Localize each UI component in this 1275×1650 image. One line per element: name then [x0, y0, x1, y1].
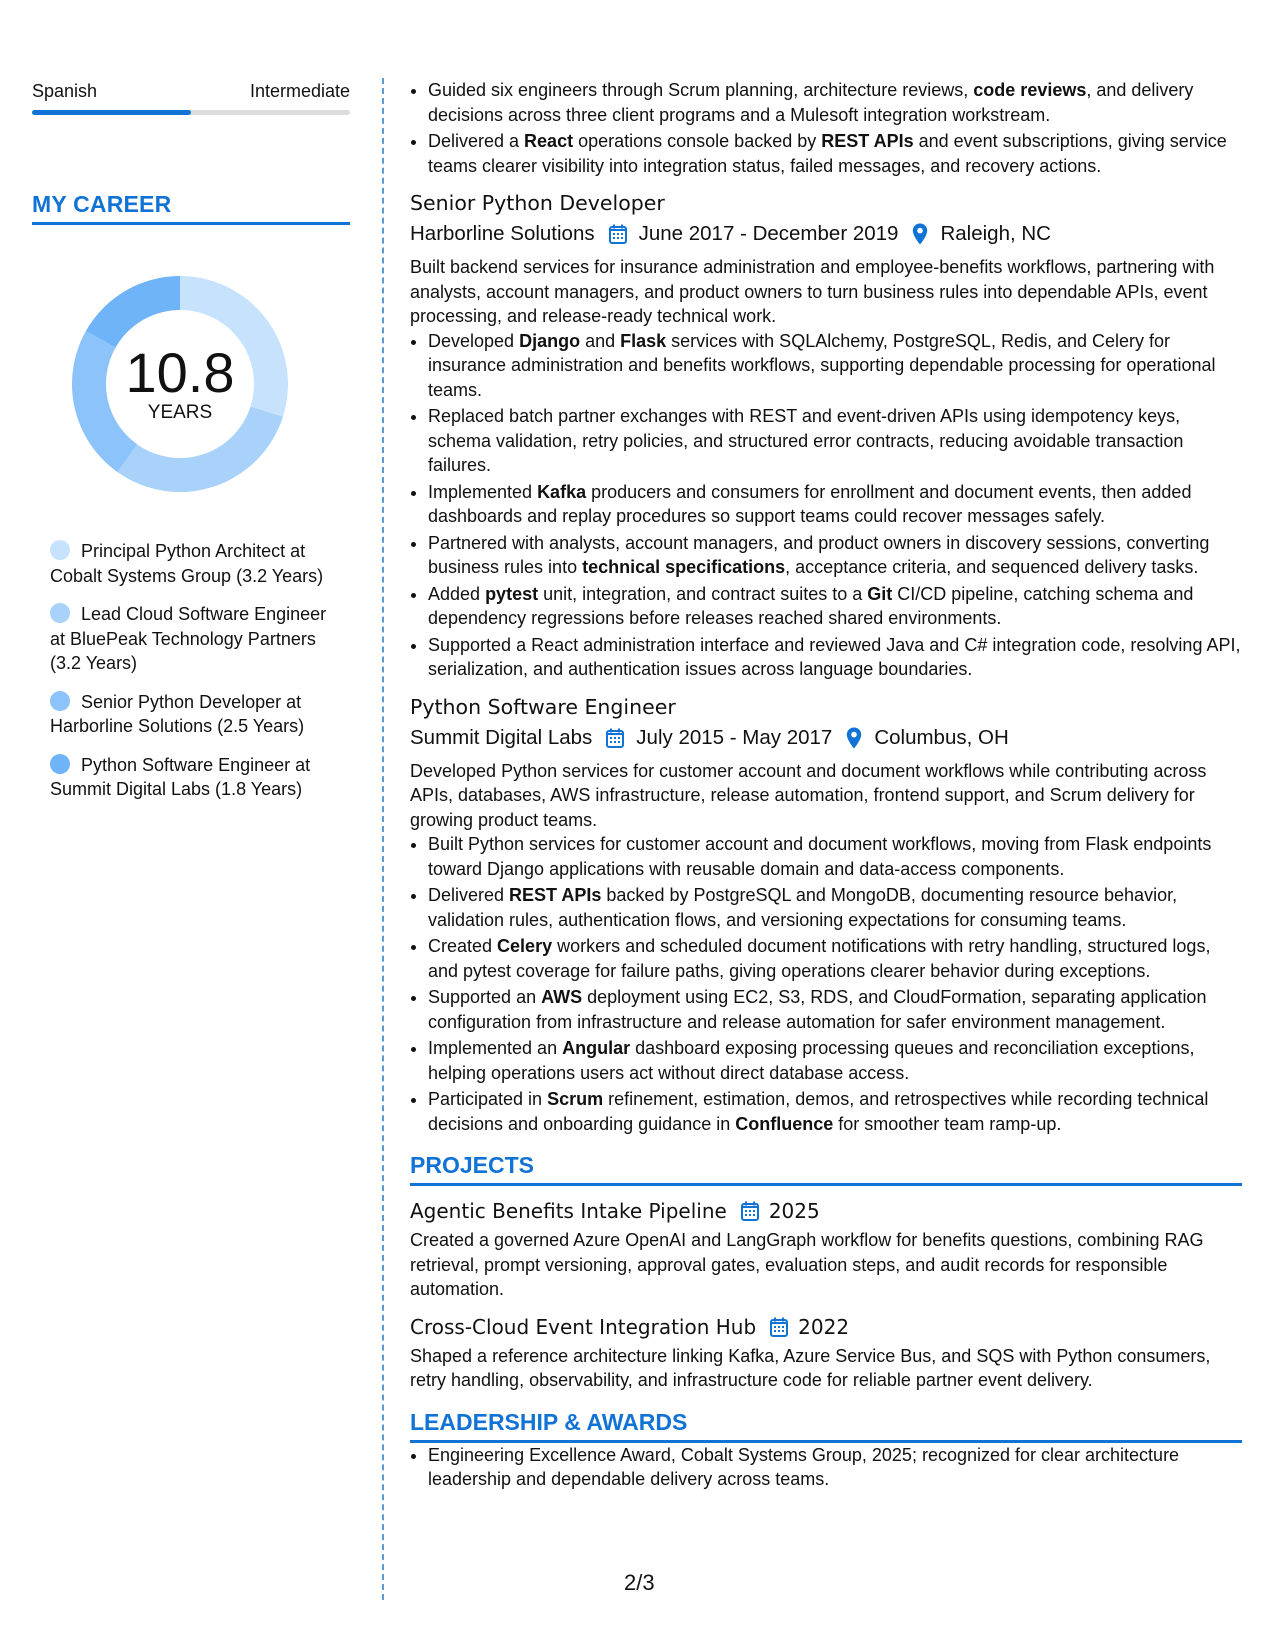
- bold-keyword: REST APIs: [509, 885, 602, 905]
- bold-keyword: AWS: [541, 987, 583, 1007]
- job-entry: [410, 692, 1242, 1137]
- bullet-text: CI/CD pipeline, catching schema and dependency regressions before releases reached shared environments.: [428, 583, 1194, 628]
- bold-keyword: Flask: [620, 330, 667, 351]
- bold-keyword: Git: [867, 583, 893, 604]
- projects-list: [410, 1196, 1242, 1393]
- job-dates: June 2017 - December 2019: [638, 222, 899, 245]
- calendar-icon: [741, 1201, 759, 1221]
- bullet-item: [428, 531, 1242, 580]
- column-divider: [382, 78, 384, 1600]
- bullet-item: [428, 78, 1242, 127]
- bold-keyword: REST APIs: [821, 131, 914, 151]
- bold-keyword: React: [524, 131, 574, 151]
- bullet-text: Delivered: [428, 885, 510, 905]
- company-name: Summit Digital Labs: [410, 725, 593, 749]
- page-number: 2/3: [624, 1570, 655, 1595]
- bullet-text: , and delivery decisions across three client programs and a Mulesoft integration workstream.: [428, 80, 1194, 125]
- bullet-text: unit, integration, and contract suites to a: [538, 583, 868, 604]
- bullet-text: , acceptance criteria, and sequenced delivery tasks.: [785, 557, 1199, 577]
- bold-keyword: Confluence: [735, 1113, 834, 1134]
- legend-dot-icon: [50, 691, 70, 711]
- bullet-text: and event subscriptions, giving service teams clearer visibility into integration status, failed messages, and recovery actions.: [428, 131, 1227, 176]
- bullet-item: [428, 1036, 1242, 1085]
- bullet-item: [428, 329, 1242, 403]
- job-summary: Developed Python services for customer account and document workflows while contributing across APIs, databases, AWS infrastructure, release automation, frontend support, and Scrum delivery for growing product teams.: [410, 760, 1207, 830]
- project-year: 2022: [798, 1314, 850, 1339]
- bullet-text: operations console backed by: [573, 131, 822, 151]
- language-level: Intermediate: [249, 81, 350, 101]
- job-entry: [410, 188, 1242, 682]
- project-title-row: [410, 1196, 1242, 1226]
- career-item-label: Principal Python Architect at Cobalt Systems Group (3.2 Years): [50, 541, 324, 586]
- job-location: Raleigh, NC: [940, 222, 1051, 245]
- job-location: Columbus, OH: [874, 725, 1009, 749]
- bullet-text: Supported a React administration interface and reviewed Java and C# integration code, resolving API, serialization, and authentication issues across language boundaries.: [428, 634, 1241, 679]
- bullet-item: [428, 480, 1242, 529]
- career-list: [32, 539, 350, 802]
- calendar-icon: [606, 728, 624, 748]
- language-proficiency-fill: [32, 110, 191, 115]
- legend-dot-icon: [50, 540, 70, 560]
- career-years-donut: [65, 269, 295, 499]
- job-title: Python Software Engineer: [410, 694, 676, 719]
- job-bullets: [410, 832, 1242, 1136]
- continued-bullets: [410, 78, 1242, 178]
- bullet-text: Developed: [428, 330, 520, 351]
- project-entry: [410, 1312, 1242, 1393]
- career-item: [50, 753, 330, 802]
- bullet-text: and: [580, 330, 621, 351]
- career-item-label: Python Software Engineer at Summit Digital Labs (1.8 Years): [50, 754, 311, 799]
- bold-keyword: Kafka: [537, 481, 587, 502]
- bullet-text: Implemented: [428, 481, 538, 502]
- bold-keyword: Django: [519, 330, 581, 351]
- calendar-icon: [609, 224, 627, 244]
- projects-heading: PROJECTS: [410, 1150, 1242, 1186]
- bullet-item: [428, 633, 1242, 682]
- job-bullets: [410, 329, 1242, 682]
- job-meta: [410, 723, 1242, 753]
- bullet-item: [428, 934, 1242, 983]
- bullet-text: services with SQLAlchemy, PostgreSQL, Redis, and Celery for insurance administration and benefits workflows, supporting dependable processing for operational teams.: [428, 330, 1216, 400]
- experience-list: [410, 188, 1242, 1136]
- company-name: Harborline Solutions: [410, 222, 595, 245]
- bullet-text: workers and scheduled document notifications with retry handling, structured logs, and pytest coverage for failure paths, giving operations clearer behavior during exceptions.: [428, 936, 1211, 981]
- bullet-item: [428, 582, 1242, 631]
- bullet-text: Supported an: [428, 987, 542, 1007]
- career-item-label: Lead Cloud Software Engineer at BluePeak Technology Partners (3.2 Years): [50, 604, 327, 673]
- main-column: [410, 78, 1242, 1494]
- project-title: Cross-Cloud Event Integration Hub: [410, 1314, 757, 1339]
- language-row: [32, 78, 350, 104]
- bullet-text: Added: [428, 583, 486, 604]
- bullet-text: refinement, estimation, demos, and retrospectives while recording technical decisions and onboarding guidance in: [428, 1089, 1209, 1134]
- project-description: Shaped a reference architecture linking Kafka, Azure Service Bus, and SQS with Python consumers, retry handling, observability, and infrastructure code for reliable partner event delivery.: [410, 1345, 1211, 1390]
- career-item-label: Senior Python Developer at Harborline Solutions (2.5 Years): [50, 691, 305, 736]
- bullet-item: [428, 1087, 1242, 1136]
- bullet-item: [428, 985, 1242, 1034]
- bullet-text: Built Python services for customer account and document workflows, moving from Flask endpoints toward Django applications with reusable domain and data-access components.: [428, 834, 1212, 879]
- bullet-text: Created: [428, 936, 498, 956]
- job-summary: Built backend services for insurance administration and employee-benefits workflows, partnering with analysts, account managers, and product owners to turn business rules into dependable APIs, event processing, and release-ready technical work.: [410, 257, 1215, 326]
- bullet-text: Delivered a: [428, 131, 525, 151]
- bullet-text: dashboard exposing processing queues and reconciliation exceptions, helping operations users act without direct database access.: [428, 1038, 1195, 1083]
- map-pin-icon: [912, 223, 928, 245]
- bullet-item: [428, 404, 1242, 478]
- calendar-icon: [770, 1317, 788, 1337]
- job-dates: July 2015 - May 2017: [636, 725, 833, 749]
- bold-keyword: code reviews: [973, 80, 1087, 100]
- language-proficiency-bar: [32, 110, 350, 115]
- map-pin-icon: [846, 727, 862, 749]
- project-year: 2025: [768, 1199, 820, 1223]
- bullet-item: [428, 883, 1242, 932]
- project-title: Agentic Benefits Intake Pipeline: [410, 1199, 727, 1223]
- job-title: Senior Python Developer: [410, 191, 665, 215]
- bullet-text: Participated in: [428, 1089, 548, 1109]
- bullet-text: Replaced batch partner exchanges with REST and event-driven APIs using idempotency keys, schema validation, retry policies, and structured error contracts, reducing avoidable transaction failures.: [428, 406, 1184, 475]
- legend-dot-icon: [50, 754, 70, 774]
- language-name: Spanish: [32, 81, 98, 101]
- career-item: [50, 602, 330, 676]
- career-item: [50, 690, 330, 739]
- job-meta: [410, 219, 1242, 249]
- bullet-text: Implemented an: [428, 1038, 563, 1058]
- bullet-item: [428, 129, 1242, 178]
- total-years-value: 10.8: [125, 341, 235, 404]
- bullet-text: Partnered with analysts, account managers, and product owners in discovery sessions, converting business rules into: [428, 532, 1210, 577]
- awards-list: [410, 1443, 1242, 1492]
- project-description: Created a governed Azure OpenAI and LangGraph workflow for benefits questions, combining RAG retrieval, prompt versioning, approval gates, evaluation steps, and audit records for responsible automation.: [410, 1230, 1204, 1299]
- legend-dot-icon: [50, 603, 70, 623]
- career-heading: MY CAREER: [32, 189, 350, 225]
- bullet-text: Guided six engineers through Scrum planning, architecture reviews,: [428, 80, 974, 100]
- bullet-text: for smoother team ramp-up.: [833, 1113, 1062, 1134]
- bold-keyword: Scrum: [547, 1089, 604, 1109]
- bullet-text: deployment using EC2, S3, RDS, and CloudFormation, separating application configuration from infrastructure and release automation for safer environment management.: [428, 987, 1207, 1032]
- career-item: [50, 539, 330, 588]
- donut-center: [65, 269, 295, 499]
- bullet-item: [428, 832, 1242, 881]
- leadership-heading: LEADERSHIP & AWARDS: [410, 1407, 1242, 1443]
- bullet-text: producers and consumers for enrollment and document events, then added dashboards and replay procedures so support teams could recover messages safely.: [428, 481, 1192, 526]
- total-years-unit: YEARS: [147, 402, 213, 423]
- award-item: • Engineering Excellence Award, Cobalt Systems Group, 2025; recognized for clear architecture leadership and dependable delivery across teams.: [428, 1443, 1242, 1492]
- bullet-text: backed by PostgreSQL and MongoDB, documenting resource behavior, validation rules, authentication flows, and versioning expectations for consuming teams.: [428, 885, 1178, 930]
- project-entry: [410, 1196, 1242, 1302]
- bold-keyword: pytest: [485, 583, 539, 604]
- bold-keyword: Angular: [562, 1038, 631, 1058]
- bold-keyword: technical specifications: [582, 557, 786, 577]
- sidebar: [32, 78, 350, 816]
- bold-keyword: Celery: [497, 936, 553, 956]
- project-title-row: [410, 1312, 1242, 1342]
